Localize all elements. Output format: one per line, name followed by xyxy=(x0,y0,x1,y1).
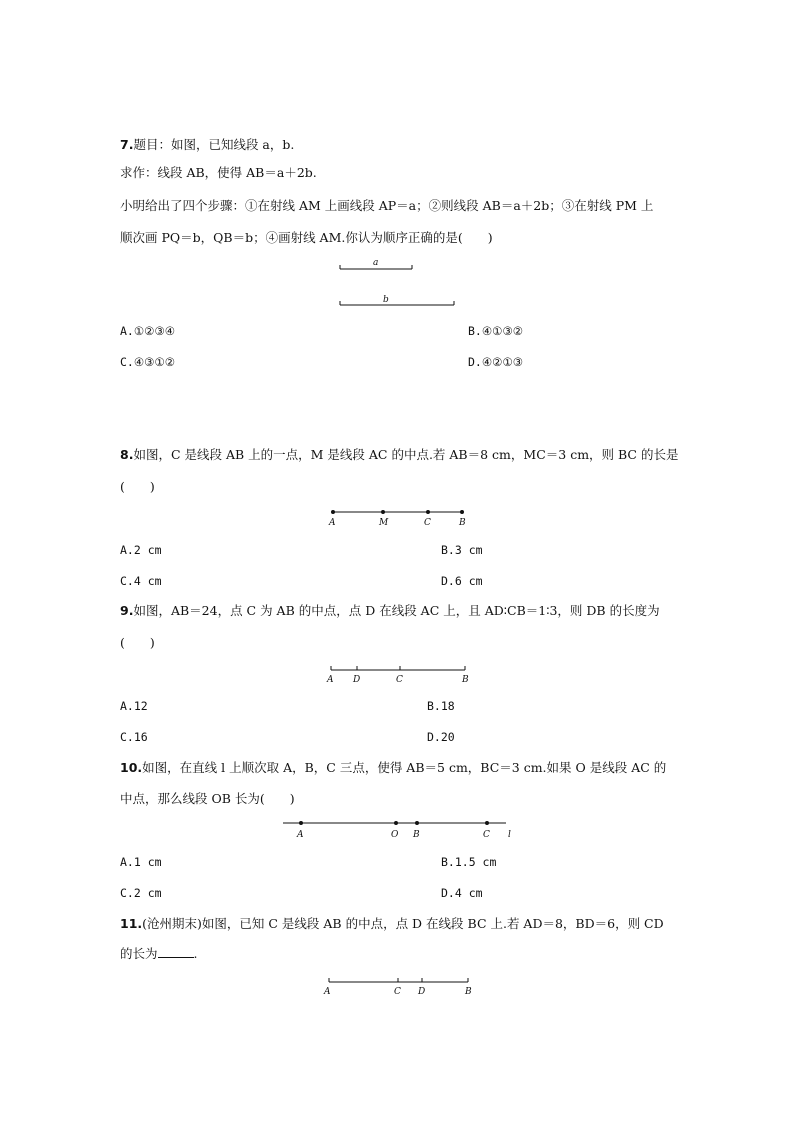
q10-option-b: B.1.5 cm xyxy=(441,855,497,869)
q11-number: 11. xyxy=(120,916,143,931)
q8-option-c: C.4 cm xyxy=(120,574,162,588)
q10-label-a: A xyxy=(297,830,304,840)
q10-option-a: A.1 cm xyxy=(120,855,162,869)
q11-label-d: D xyxy=(418,987,426,997)
q8-option-a: A.2 cm xyxy=(120,543,162,557)
q10-option-d: D.4 cm xyxy=(441,886,483,900)
q11-text-3: . xyxy=(193,946,198,961)
q9-label-c: C xyxy=(396,675,403,685)
label-a: a xyxy=(373,258,379,268)
q10-number: 10. xyxy=(120,760,143,775)
q7-line-3: 小明给出了四个步骤：①在射线 AM 上画线段 AP＝a；②则线段 AB＝a＋2b；③在射线 PM 上 xyxy=(120,198,654,213)
q7-option-d: D.④②①③ xyxy=(468,355,524,369)
q11-label-b: B xyxy=(465,987,472,997)
q8-label-c: C xyxy=(424,518,431,528)
q11-label-c: C xyxy=(394,987,401,997)
q8-line-2: ( ) xyxy=(120,479,155,494)
q10-option-c: C.2 cm xyxy=(120,886,162,900)
q7-option-b: B.④①③② xyxy=(468,324,524,338)
q9-label-a: A xyxy=(327,675,334,685)
q8-option-b: B.3 cm xyxy=(441,543,483,557)
q8-label-m: M xyxy=(379,518,389,528)
q10-text-1: 如图，在直线 l 上顺次取 A，B，C 三点，使得 AB＝5 cm，BC＝3 cm.如果 O 是线段 AC 的 xyxy=(142,760,667,775)
q7-line-2: 求作：线段 AB，使得 AB＝a＋2b. xyxy=(120,165,317,180)
q7-option-c: C.④③①② xyxy=(120,355,176,369)
q8-label-b: B xyxy=(459,518,466,528)
q8-number: 8. xyxy=(120,447,134,462)
q11-text-2: 的长为 xyxy=(120,946,158,961)
q9-option-b: B.18 xyxy=(427,699,455,713)
q7-text-1: 题目：如图，已知线段 a，b. xyxy=(133,137,295,152)
q9-label-b: B xyxy=(462,675,469,685)
q10-label-o: O xyxy=(391,830,399,840)
q10-line-2: 中点，那么线段 OB 长为( ) xyxy=(120,791,295,806)
q7-number: 7. xyxy=(120,137,134,152)
q7-line-4: 顺次画 PQ＝b，QB＝b；④画射线 AM.你认为顺序正确的是( ) xyxy=(120,230,493,245)
q9-option-a: A.12 xyxy=(120,699,148,713)
q9-line-2: ( ) xyxy=(120,635,155,650)
q10-label-c: C xyxy=(483,830,490,840)
q9-label-d: D xyxy=(353,675,361,685)
q9-option-d: D.20 xyxy=(427,730,455,744)
q11-text-1: (沧州期末)如图，已知 C 是线段 AB 的中点，点 D 在线段 BC 上.若 AD＝8，BD＝6，则 CD xyxy=(142,916,664,931)
q9-text-1: 如图，AB＝24，点 C 为 AB 的中点，点 D 在线段 AC 上，且 AD∶CB＝1∶3，则 DB 的长度为 xyxy=(133,603,660,618)
q9-number: 9. xyxy=(120,603,134,618)
q11-label-a: A xyxy=(324,987,331,997)
q8-label-a: A xyxy=(329,518,336,528)
q8-text-1: 如图，C 是线段 AB 上的一点，M 是线段 AC 的中点.若 AB＝8 cm，MC＝3 cm，则 BC 的长是 xyxy=(133,447,679,462)
q9-option-c: C.16 xyxy=(120,730,148,744)
q7-option-a: A.①②③④ xyxy=(120,324,176,338)
q10-label-b: B xyxy=(413,830,420,840)
q8-option-d: D.6 cm xyxy=(441,574,483,588)
q10-label-l: l xyxy=(508,830,511,840)
label-b: b xyxy=(383,295,389,305)
